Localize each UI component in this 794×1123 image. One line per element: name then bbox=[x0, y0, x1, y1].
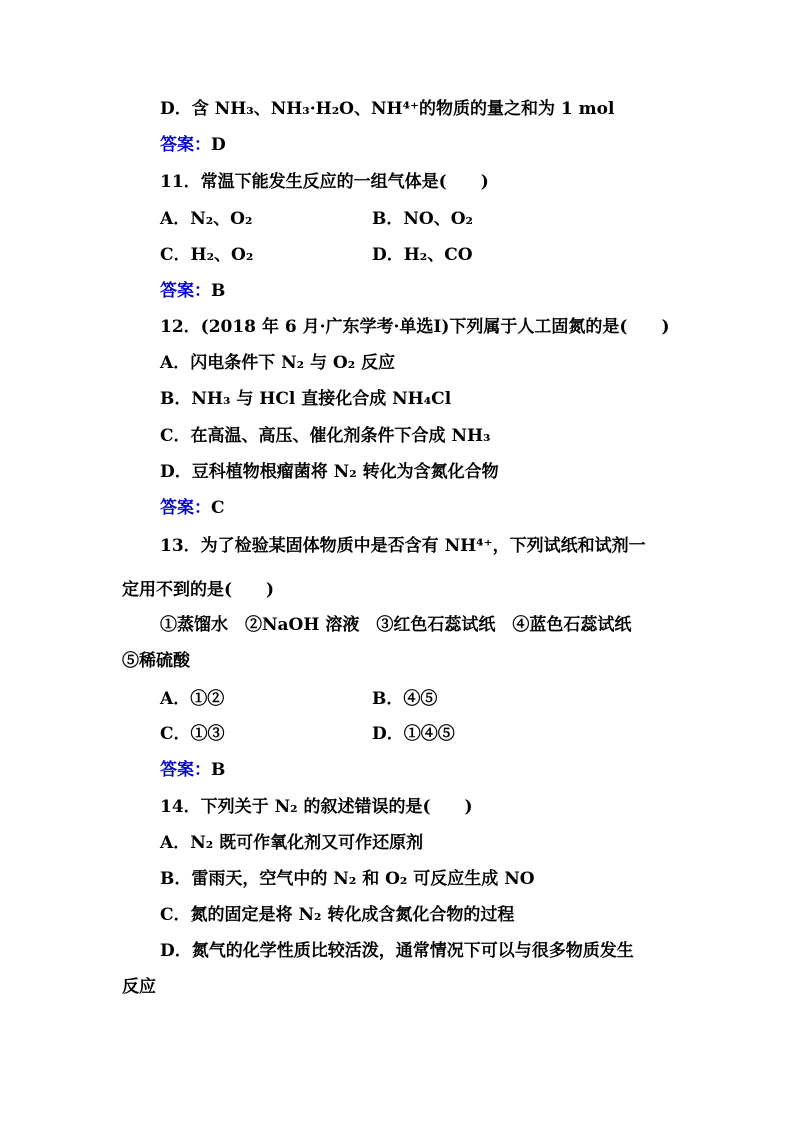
answer-label: 答案： bbox=[160, 281, 211, 301]
answer-prev bbox=[160, 134, 226, 156]
q13-option-a: A．①② bbox=[160, 689, 225, 709]
q14-option-a: A．N₂ 既可作氧化剂又可作还原剂 bbox=[160, 833, 424, 853]
answer-label: 答案： bbox=[160, 135, 211, 155]
q14-option-d-line1: D．氮气的化学性质比较活泼，通常情况下可以与很多物质发生 bbox=[160, 941, 634, 961]
question-12: 12．(2018 年 6 月·广东学考·单选Ⅰ)下列属于人工固氮的是( ) bbox=[160, 317, 670, 337]
q11-option-a: A．N₂、O₂ bbox=[160, 209, 253, 229]
question-14: 14．下列关于 N₂ 的叙述错误的是( ) bbox=[160, 797, 473, 817]
answer-13 bbox=[160, 759, 225, 781]
question-13-reagents-cont: ⑤稀硫酸 bbox=[122, 651, 190, 671]
answer-value: C bbox=[211, 498, 225, 518]
answer-value: D bbox=[211, 135, 226, 155]
q13-option-b: B．④⑤ bbox=[372, 689, 438, 709]
q12-option-b: B．NH₃ 与 HCl 直接化合成 NH₄Cl bbox=[160, 389, 452, 409]
answer-value: B bbox=[211, 760, 226, 780]
answer-value: B bbox=[211, 281, 226, 301]
option-d-prev: D．含 NH₃、NH₃·H₂O、NH⁴⁺的物质的量之和为 1 mol bbox=[160, 99, 615, 119]
q14-option-d-line2: 反应 bbox=[122, 977, 156, 997]
q13-option-d: D．①④⑤ bbox=[372, 724, 455, 744]
q11-option-d: D．H₂、CO bbox=[372, 245, 473, 265]
q12-option-d: D．豆科植物根瘤菌将 N₂ 转化为含氮化合物 bbox=[160, 462, 499, 482]
answer-label: 答案： bbox=[160, 760, 211, 780]
q12-option-c: C．在高温、高压、催化剂条件下合成 NH₃ bbox=[160, 426, 491, 446]
q13-option-c: C．①③ bbox=[160, 724, 225, 744]
answer-label: 答案： bbox=[160, 498, 211, 518]
q14-option-b: B．雷雨天，空气中的 N₂ 和 O₂ 可反应生成 NO bbox=[160, 869, 535, 889]
question-13-reagents: ①蒸馏水 ②NaOH 溶液 ③红色石蕊试纸 ④蓝色石蕊试纸 bbox=[160, 615, 632, 635]
question-13-line2: 定用不到的是( ) bbox=[122, 580, 275, 600]
q11-option-b: B．NO、O₂ bbox=[372, 209, 473, 229]
question-11: 11．常温下能发生反应的一组气体是( ) bbox=[160, 172, 489, 192]
q11-option-c: C．H₂、O₂ bbox=[160, 245, 254, 265]
q12-option-a: A．闪电条件下 N₂ 与 O₂ 反应 bbox=[160, 353, 396, 373]
q14-option-c: C．氮的固定是将 N₂ 转化成含氮化合物的过程 bbox=[160, 905, 515, 925]
answer-11 bbox=[160, 280, 225, 302]
answer-12 bbox=[160, 497, 225, 519]
question-13-line1: 13．为了检验某固体物质中是否含有 NH⁴⁺，下列试纸和试剂一 bbox=[160, 536, 646, 556]
